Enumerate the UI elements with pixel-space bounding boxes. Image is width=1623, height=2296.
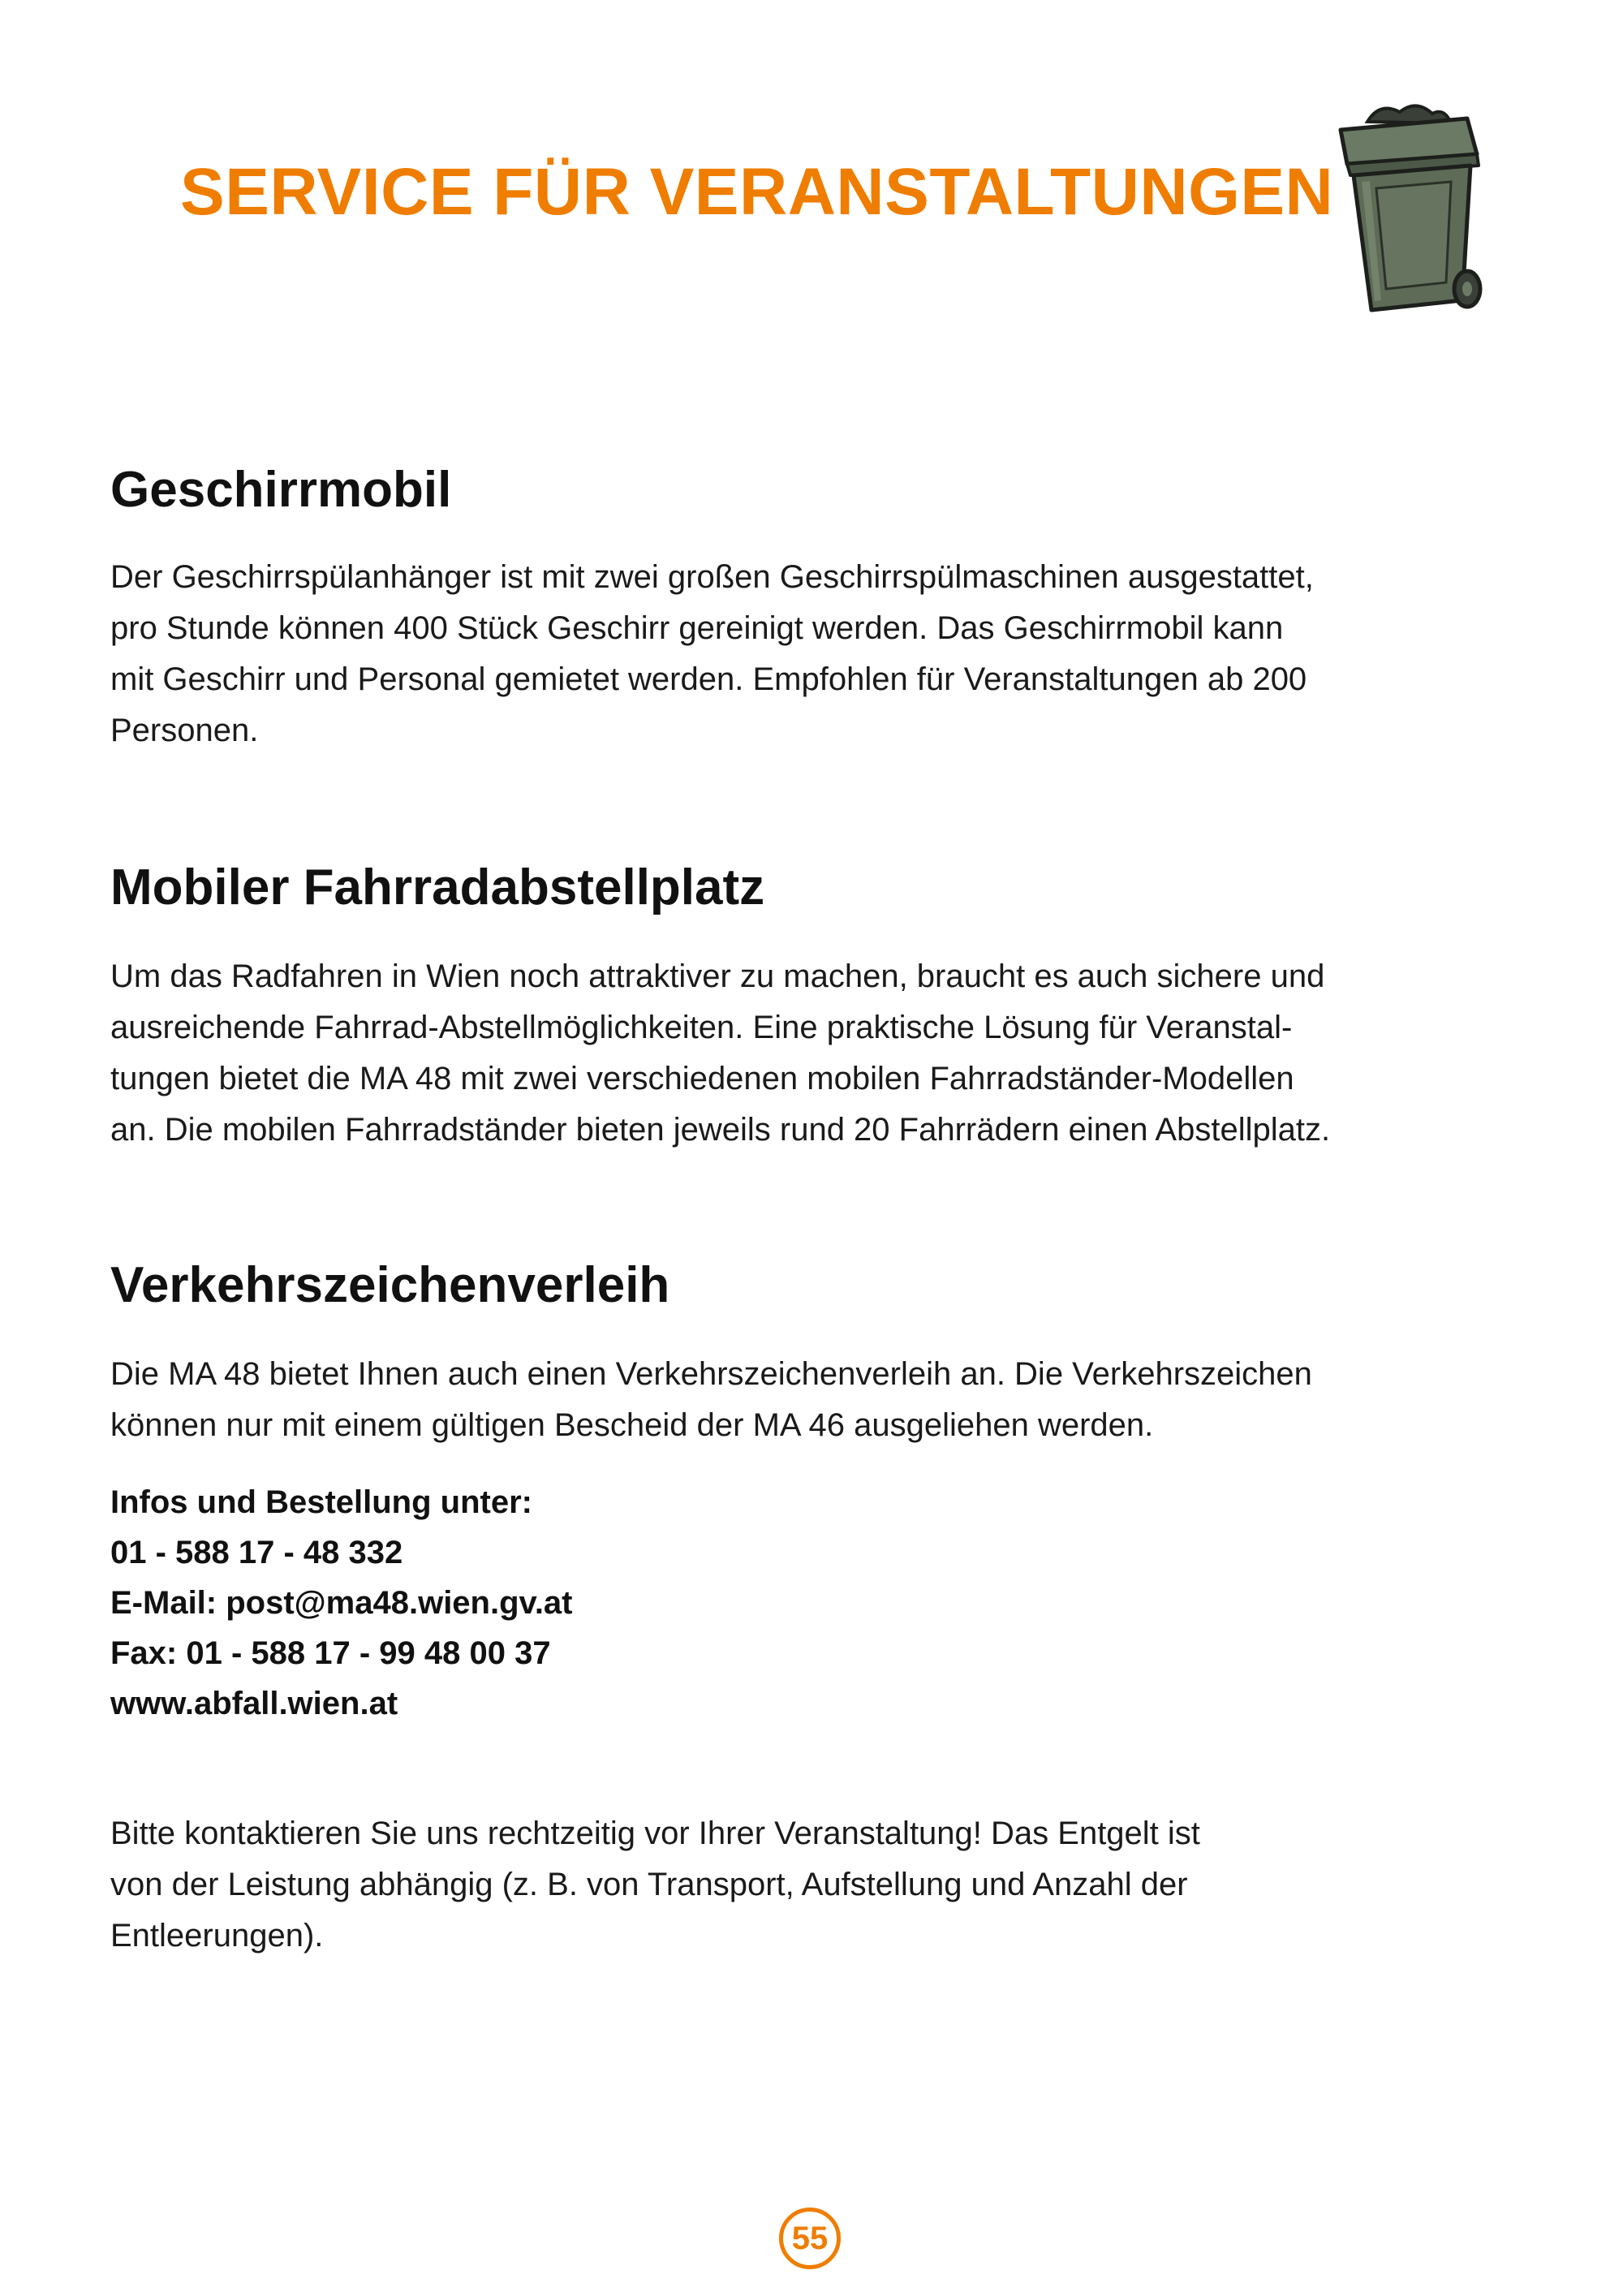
section-heading-geschirrmobil: Geschirrmobil — [110, 462, 452, 518]
page-number: 55 — [779, 2208, 841, 2269]
contact-intro: Infos und Bestellung unter: — [110, 1484, 532, 1520]
body-line: Personen. — [110, 713, 259, 748]
section-body-geschirrmobil — [110, 552, 1490, 756]
contact-phone[interactable]: 01 - 588 17 - 48 332 — [110, 1535, 403, 1570]
body-line: Bitte kontaktieren Sie uns rechtzeitig vor Ihrer Veranstaltung! Das Entgelt ist — [110, 1816, 1200, 1851]
contact-email[interactable]: E-Mail: post@ma48.wien.gv.at — [110, 1585, 573, 1621]
body-line: von der Leistung abhängig (z. B. von Transport, Aufstellung und Anzahl der — [110, 1867, 1188, 1902]
section-heading-verkehrszeichenverleih: Verkehrszeichenverleih — [110, 1257, 670, 1313]
section-body-fahrradabstellplatz — [110, 951, 1490, 1156]
contact-website-link[interactable]: www.abfall.wien.at — [110, 1686, 398, 1721]
page-title: SERVICE FÜR VERANSTALTUNGEN — [180, 155, 1334, 229]
contact-fax: Fax: 01 - 588 17 - 99 48 00 37 — [110, 1635, 551, 1671]
body-line: ausreichende Fahrrad-Abstellmöglichkeiten. Eine praktische Lösung für Veranstal- — [110, 1010, 1293, 1045]
waste-bin-icon — [1323, 97, 1485, 317]
body-line: mit Geschirr und Personal gemietet werden. Empfohlen für Veranstaltungen ab 200 — [110, 661, 1307, 697]
body-line: können nur mit einem gültigen Bescheid der MA 46 ausgeliehen werden. — [110, 1407, 1154, 1443]
contact-block — [110, 1477, 573, 1729]
body-line: an. Die mobilen Fahrradständer bieten jeweils rund 20 Fahrrädern einen Abstellplatz. — [110, 1112, 1331, 1148]
body-line: tungen bietet die MA 48 mit zwei verschiedenen mobilen Fahrradständer-Modellen — [110, 1061, 1294, 1096]
body-line: Entleerungen). — [110, 1918, 324, 1954]
closing-note — [110, 1808, 1490, 1962]
body-line: Um das Radfahren in Wien noch attraktiver zu machen, braucht es auch sichere und — [110, 958, 1325, 994]
body-line: Der Geschirrspülanhänger ist mit zwei großen Geschirrspülmaschinen ausgestattet, — [110, 559, 1314, 595]
body-line: pro Stunde können 400 Stück Geschirr gereinigt werden. Das Geschirrmobil kann — [110, 610, 1284, 646]
section-body-verkehrszeichenverleih — [110, 1349, 1490, 1451]
section-heading-fahrradabstellplatz: Mobiler Fahrradabstellplatz — [110, 859, 765, 915]
body-line: Die MA 48 bietet Ihnen auch einen Verkehrszeichenverleih an. Die Verkehrszeichen — [110, 1356, 1312, 1392]
